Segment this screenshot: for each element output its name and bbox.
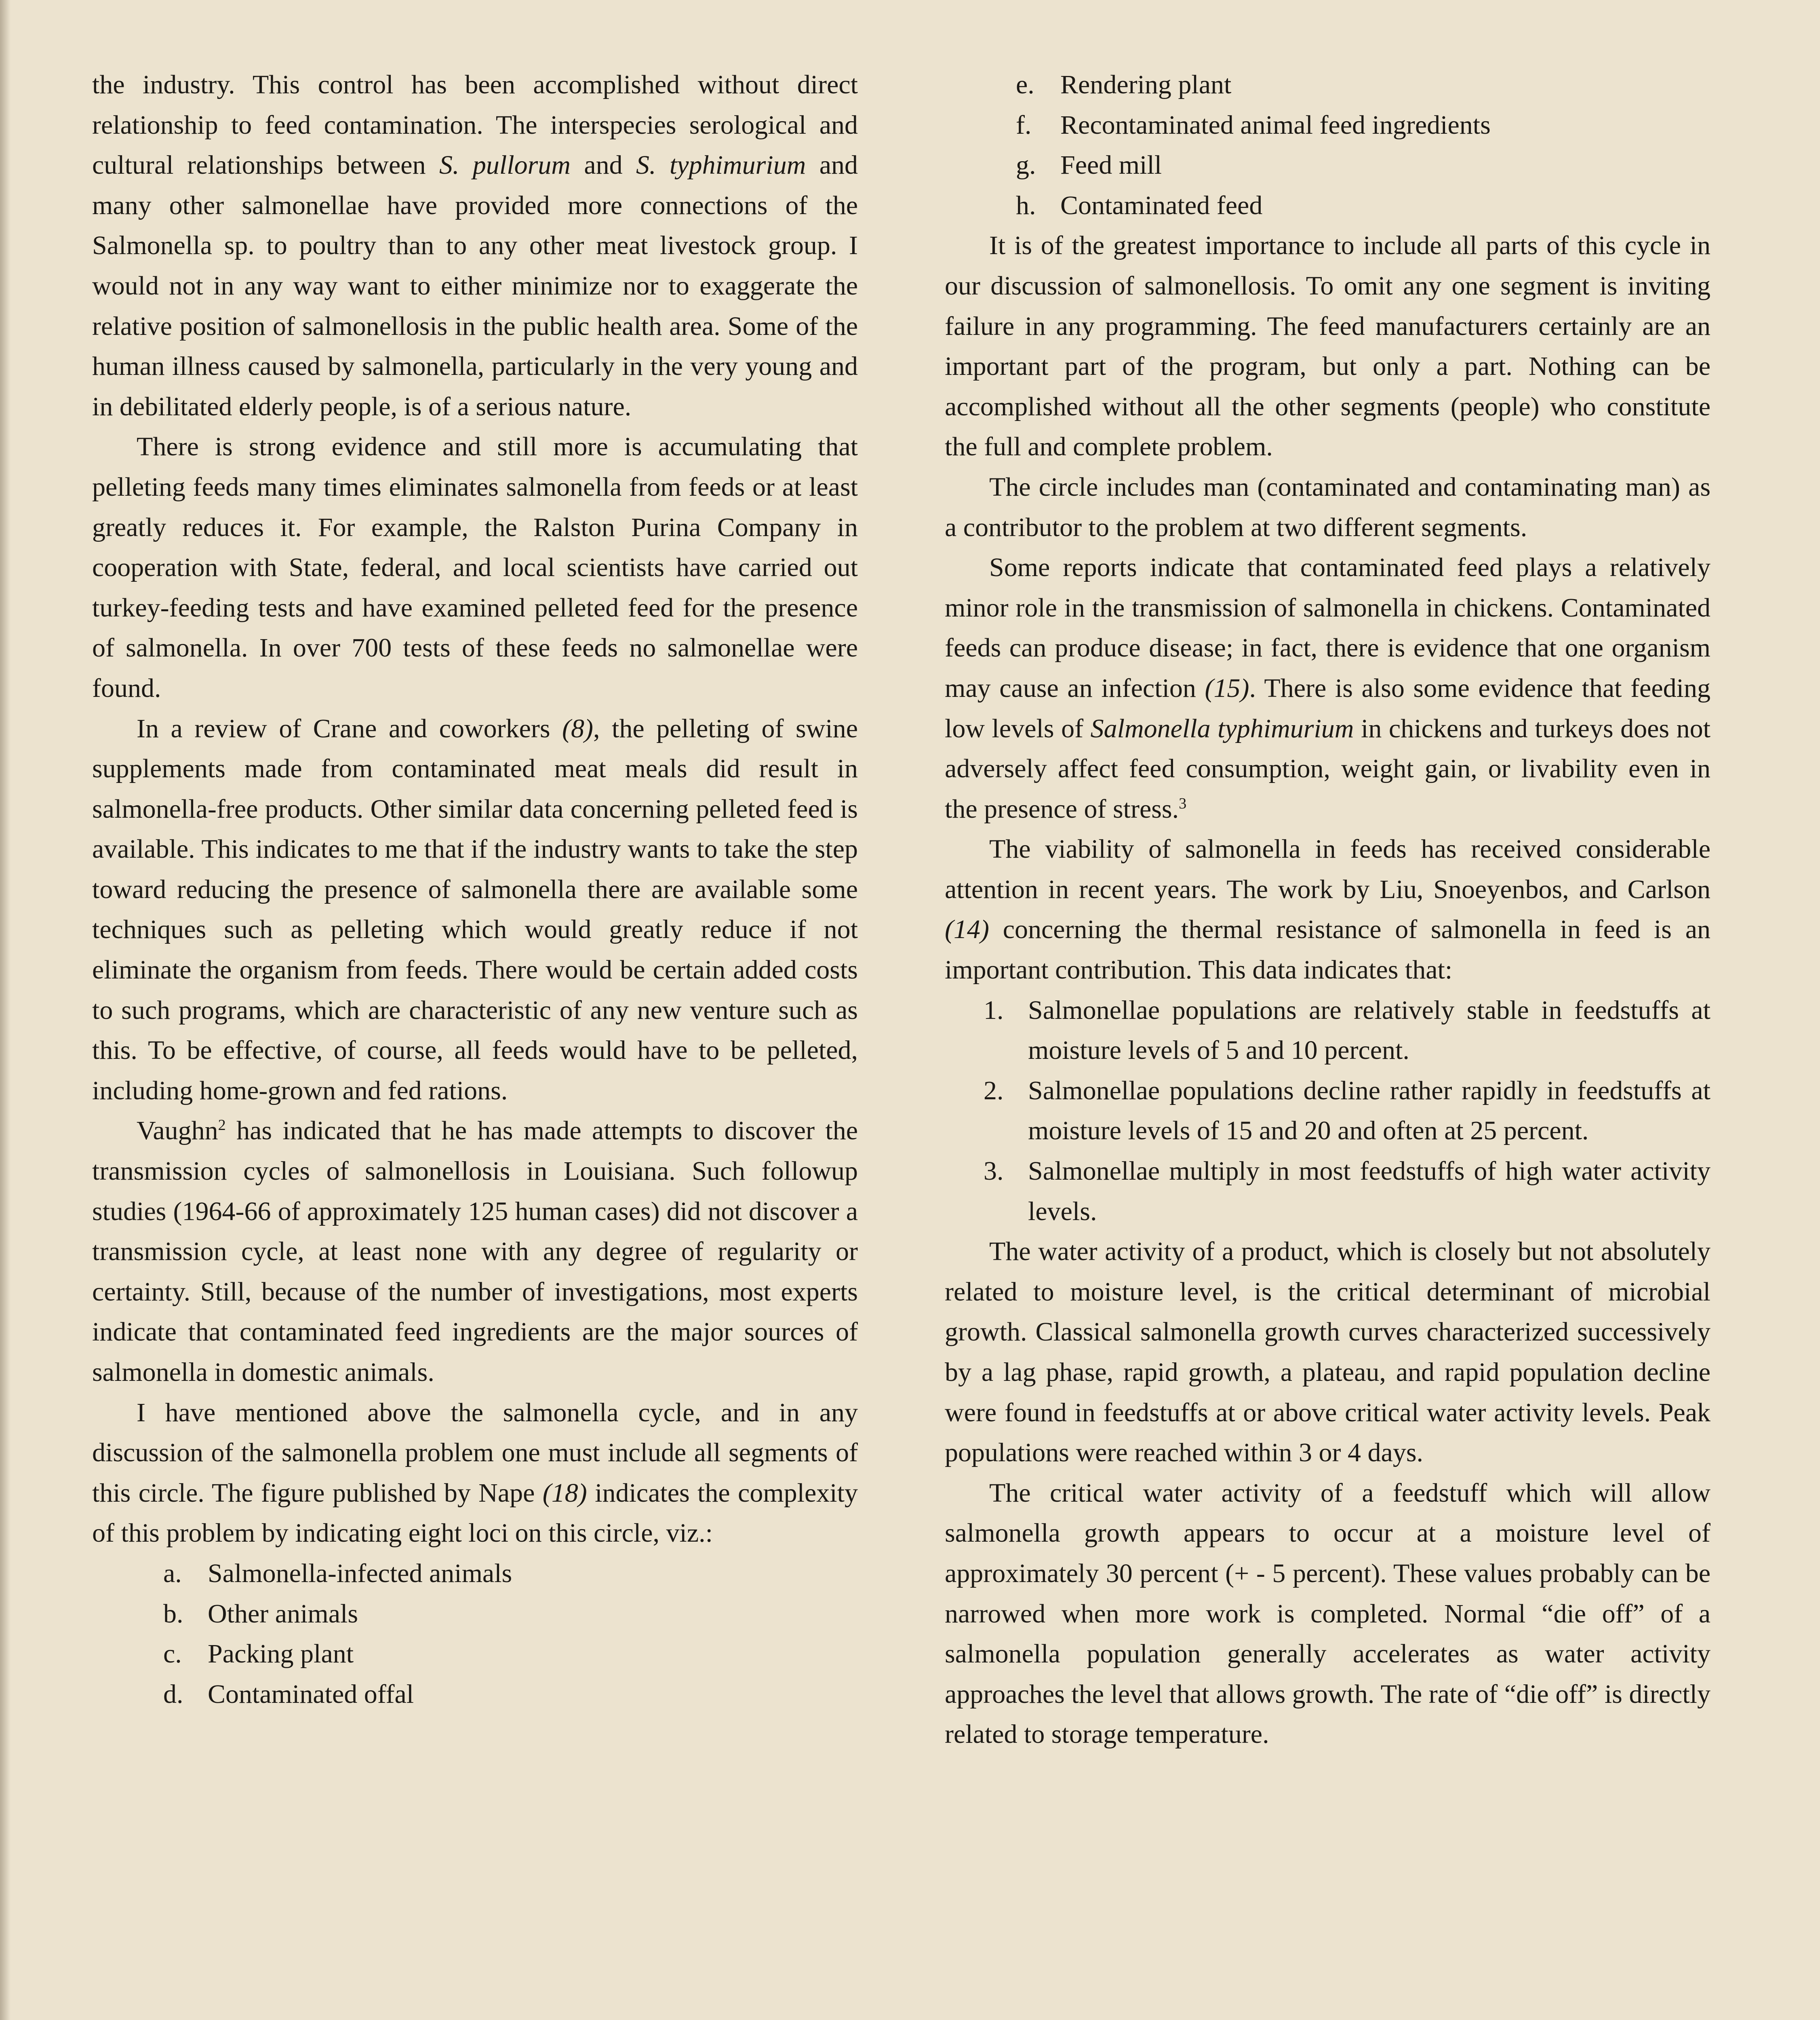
loci-list-part-1 <box>92 1553 858 1714</box>
list-item: c. Packing plant <box>163 1639 354 1669</box>
left-paragraph-5: I have mentioned above the salmonella cycle, and in any discussion of the salmonella problem one must include all segments of this circle. The figure published by Nape (18) indicates the complexity of this problem by indicating eight loci on this circle, viz.: <box>92 1397 858 1548</box>
right-column <box>945 65 1710 1755</box>
list-item: e. Rendering plant <box>1016 70 1232 99</box>
scan-edge-shadow <box>0 0 11 2020</box>
species-name: Salmonella typhimurium <box>1090 713 1354 743</box>
list-item: h. Contaminated feed <box>1016 190 1263 220</box>
citation-ref: (15) <box>1205 673 1249 703</box>
citation-ref: (14) <box>945 915 989 945</box>
citation-ref: (8) <box>562 713 594 743</box>
left-paragraph-1: the industry. This control has been accomplished without direct relationship to feed contamination. The interspecies serological and cultural relationships between S. pullorum and S. typhimurium and many other salmonellae have provided more connections of the Salmonella sp. to poultry than to any other meat livestock group. I would not in any way want to either minimize nor to exaggerate the relative position of salmonellosis in the public health area. Some of the human illness caused by salmonella, particularly in the very young and in debilitated elderly people, is of a serious nature. <box>92 70 858 421</box>
findings-list <box>945 990 1710 1232</box>
species-name: S. pullorum <box>439 150 571 180</box>
right-paragraph-6: The critical water activity of a feedstuff which will allow salmonella growth appears to occur at a moisture level of approximately 30 percent (+ - 5 percent). These values probably can be narrowed when more work is completed. Normal “die off” of a salmonella population generally accelerates as water activity approaches the level that allows growth. The rate of “die off” is directly related to storage temperature. <box>945 1478 1710 1749</box>
left-column <box>92 65 858 1714</box>
left-paragraph-4: Vaughn$^2$ has indicated that he has made attempts to discover the transmission cycles of salmonellosis in Louisiana. Such followup studies (1964-66 of approximately 125 human cases) did not discover a transmission cycle, at least none with any degree of regularity or certainty. Still, because of the number of investigations, most experts indicate that contaminated feed ingredients are the major sources of salmonella in domestic animals. <box>92 1116 858 1387</box>
list-item: d. Contaminated offal <box>163 1679 414 1709</box>
footnote-marker: 3 <box>1179 795 1187 812</box>
species-name: S. typhimurium <box>636 150 806 180</box>
right-paragraph-3: Some reports indicate that contaminated feed plays a relatively minor role in the transmission of salmonella in chickens. Contaminated feeds can produce disease; in fact, there is evidence that one organism may cause an infection (15). There is also some evidence that feeding low levels of Salmonella typhimurium in chickens and turkeys does not adversely affect feed consumption, weight gain, or livability even in the presence of stress.$^3$ <box>945 553 1710 824</box>
footnote-marker: 2 <box>218 1117 226 1134</box>
list-item: 2. Salmonellae populations decline rather rapidly in feedstuffs at moisture levels of 15 and 20 and often at 25 percent. <box>984 1075 1710 1146</box>
left-paragraph-3: In a review of Crane and coworkers (8), the pelleting of swine supplements made from contaminated meat meals did result in salmonella-free products. Other similar data concerning pelleted feed is available. This indicates to me that if the industry wants to take the step toward reducing the presence of salmonella there are available some techniques such as pelleting which would greatly reduce if not eliminate the organism from feeds. There would be certain added costs to such programs, which are characteristic of any new venture such as this. To be effective, of course, all feeds would have to be pelleted, including home-grown and fed rations. <box>92 713 858 1105</box>
loci-list-part-2 <box>945 65 1710 225</box>
citation-ref: (18) <box>542 1478 587 1508</box>
list-item: f. Recontaminated animal feed ingredients <box>1016 110 1491 140</box>
left-paragraph-2: There is strong evidence and still more is accumulating that pelleting feeds many times eliminates salmonella from feeds or at least greatly reduces it. For example, the Ralston Purina Company in cooperation with State, federal, and local scientists have carried out turkey-feeding tests and have examined pelleted feed for the presence of salmonella. In over 700 tests of these feeds no salmonellae were found. <box>92 432 858 703</box>
list-item: g. Feed mill <box>1016 150 1162 180</box>
list-item: b. Other animals <box>163 1599 358 1629</box>
right-paragraph-2: The circle includes man (contaminated and contaminating man) as a contributor to the problem at two different segments. <box>945 472 1710 542</box>
right-paragraph-5: The water activity of a product, which is closely but not absolutely related to moisture level, is the critical determinant of microbial growth. Classical salmonella growth curves characterized successively by a lag phase, rapid growth, a plateau, and rapid population decline were found in feedstuffs at or above critical water activity levels. Peak populations were reached within 3 or 4 days. <box>945 1237 1710 1468</box>
list-item: 3. Salmonellae multiply in most feedstuffs of high water activity levels. <box>984 1156 1710 1226</box>
right-paragraph-4: The viability of salmonella in feeds has received considerable attention in recent years. The work by Liu, Snoeyenbos, and Carlson (14) concerning the thermal resistance of salmonella in feed is an important contribution. This data indicates that: <box>945 834 1710 985</box>
list-item: a. Salmonella-infected animals <box>163 1558 512 1588</box>
list-item: 1. Salmonellae populations are relatively stable in feedstuffs at moisture levels of 5 and 10 percent. <box>984 995 1710 1065</box>
right-paragraph-1: It is of the greatest importance to include all parts of this cycle in our discussion of salmonellosis. To omit any one segment is inviting failure in any programming. The feed manufacturers certainly are an important part of the program, but only a part. Nothing can be accomplished without all the other segments (people) who constitute the full and complete problem. <box>945 231 1710 462</box>
